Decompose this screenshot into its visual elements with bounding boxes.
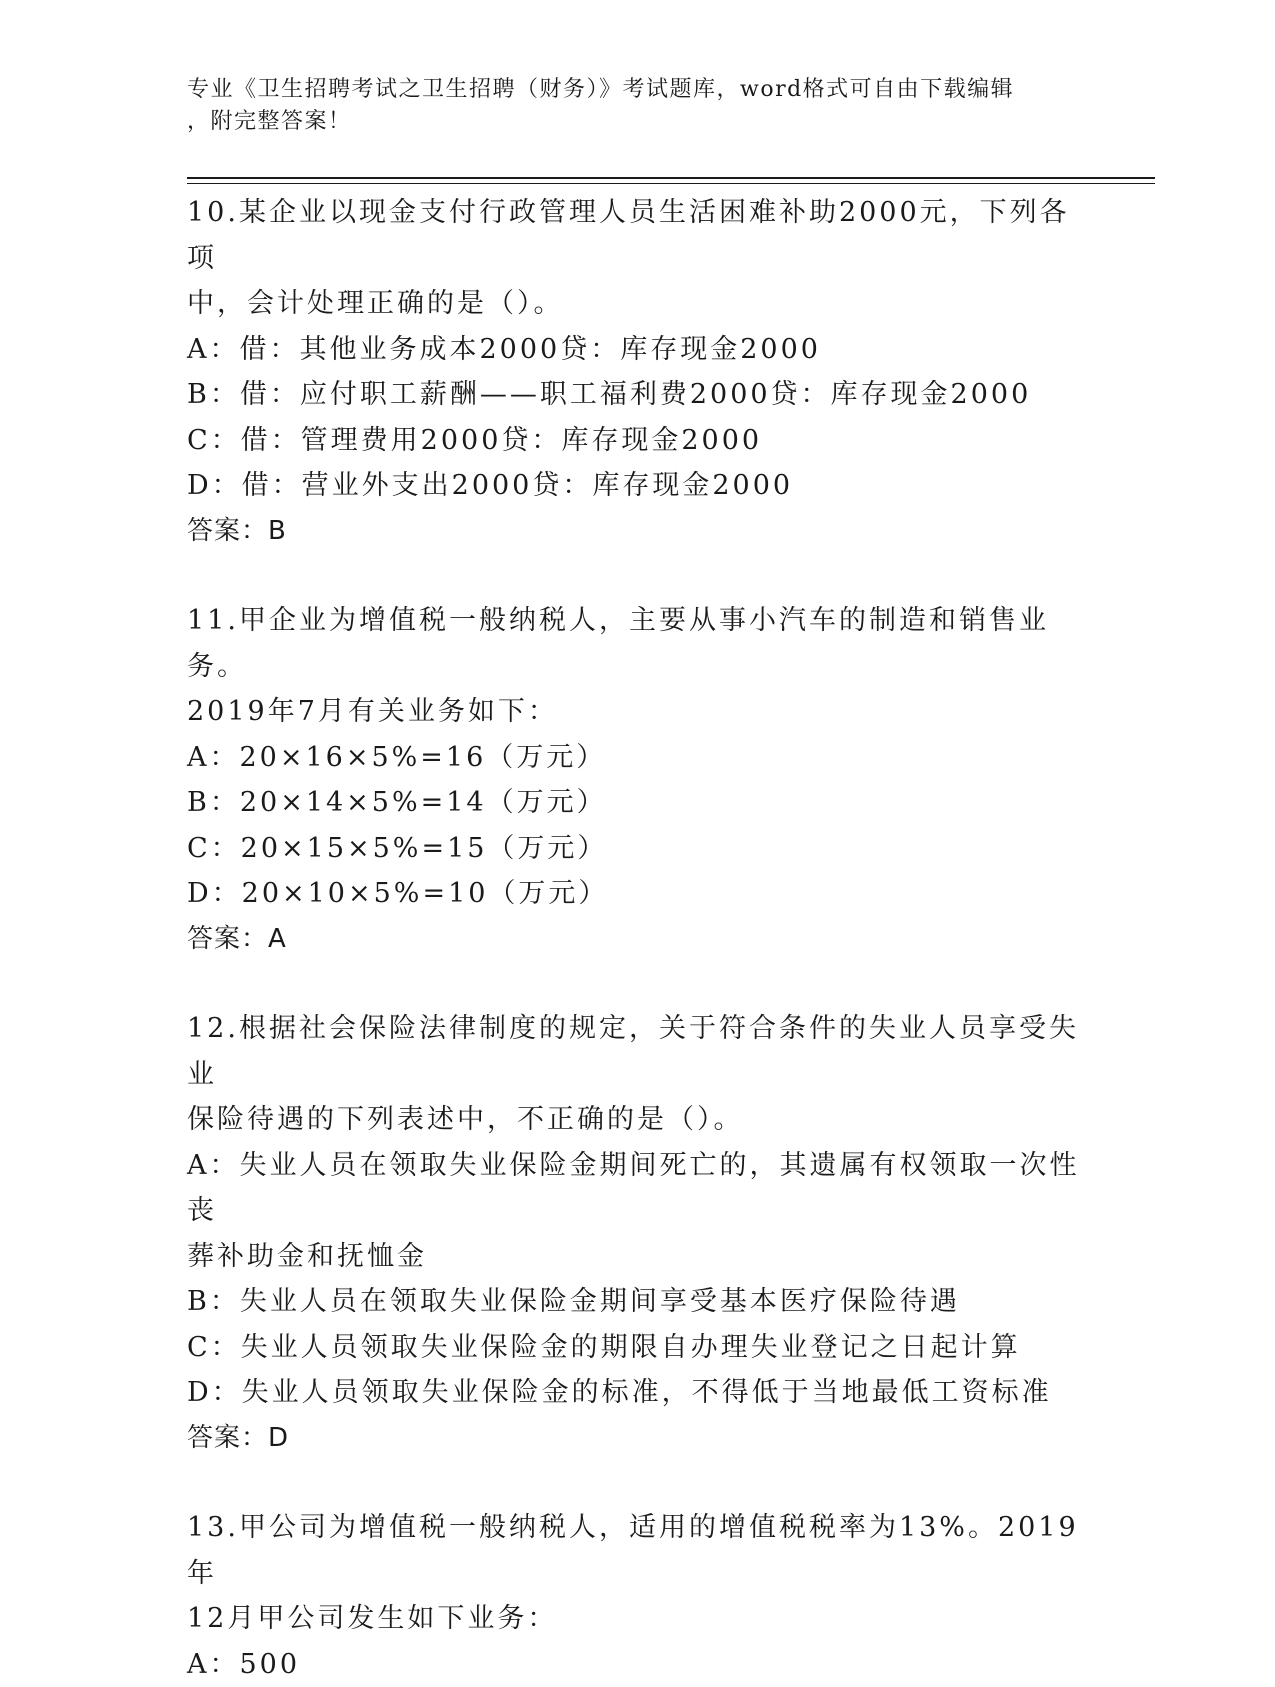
option-a: A：失业人员在领取失业保险金期间死亡的，其遗属有权领取一次性丧 — [187, 1143, 1087, 1234]
header-divider-thin — [187, 183, 1155, 184]
question-stem-line: 10.某企业以现金支付行政管理人员生活困难补助2000元，下列各项 — [187, 190, 1087, 281]
question-stem-line: 12.根据社会保险法律制度的规定，关于符合条件的失业人员享受失业 — [187, 1006, 1087, 1097]
option-d: D：失业人员领取失业保险金的标准，不得低于当地最低工资标准 — [187, 1370, 1087, 1416]
option-a-continued: 葬补助金和抚恤金 — [187, 1234, 1087, 1280]
question-spacer — [187, 962, 1087, 1006]
option-c: C：借：管理费用2000贷：库存现金2000 — [187, 418, 1087, 464]
option-a: A：借：其他业务成本2000贷：库存现金2000 — [187, 327, 1087, 373]
option-c: C：失业人员领取失业保险金的期限自办理失业登记之日起计算 — [187, 1325, 1087, 1371]
question-spacer — [187, 554, 1087, 598]
question-stem-line: 13.甲公司为增值税一般纳税人，适用的增值税税率为13%。2019年 — [187, 1505, 1087, 1596]
question-spacer — [187, 1461, 1087, 1505]
question-11 — [187, 598, 1087, 962]
option-a: A：500 — [187, 1642, 1087, 1687]
header-line-2: ，附完整答案！ — [187, 106, 1087, 138]
answer-label: 答案：D — [187, 1416, 1087, 1462]
header-line-1: 专业《卫生招聘考试之卫生招聘（财务）》考试题库，word格式可自由下载编辑 — [187, 74, 1087, 106]
option-d: D：借：营业外支出2000贷：库存现金2000 — [187, 463, 1087, 509]
question-10 — [187, 190, 1087, 554]
option-d: D：20×10×5%=10（万元） — [187, 871, 1087, 917]
question-stem-line: 2019年7月有关业务如下： — [187, 689, 1087, 735]
question-stem-line: 12月甲公司发生如下业务： — [187, 1596, 1087, 1642]
answer-label: 答案：A — [187, 917, 1087, 963]
answer-label: 答案：B — [187, 509, 1087, 555]
option-b: B：失业人员在领取失业保险金期间享受基本医疗保险待遇 — [187, 1279, 1087, 1325]
question-stem-line: 中，会计处理正确的是（）。 — [187, 281, 1087, 327]
option-b: B：借：应付职工薪酬——职工福利费2000贷：库存现金2000 — [187, 372, 1087, 418]
question-12 — [187, 1006, 1087, 1461]
option-b: B：20×14×5%=14（万元） — [187, 780, 1087, 826]
question-list — [187, 190, 1087, 1687]
document-header — [187, 74, 1087, 138]
question-stem-line: 保险待遇的下列表述中，不正确的是（）。 — [187, 1097, 1087, 1143]
header-divider-thick — [187, 177, 1155, 179]
question-stem-line: 11.甲企业为增值税一般纳税人，主要从事小汽车的制造和销售业务。 — [187, 598, 1087, 689]
option-a: A：20×16×5%=16（万元） — [187, 735, 1087, 781]
option-c: C：20×15×5%=15（万元） — [187, 826, 1087, 872]
question-13 — [187, 1505, 1087, 1687]
